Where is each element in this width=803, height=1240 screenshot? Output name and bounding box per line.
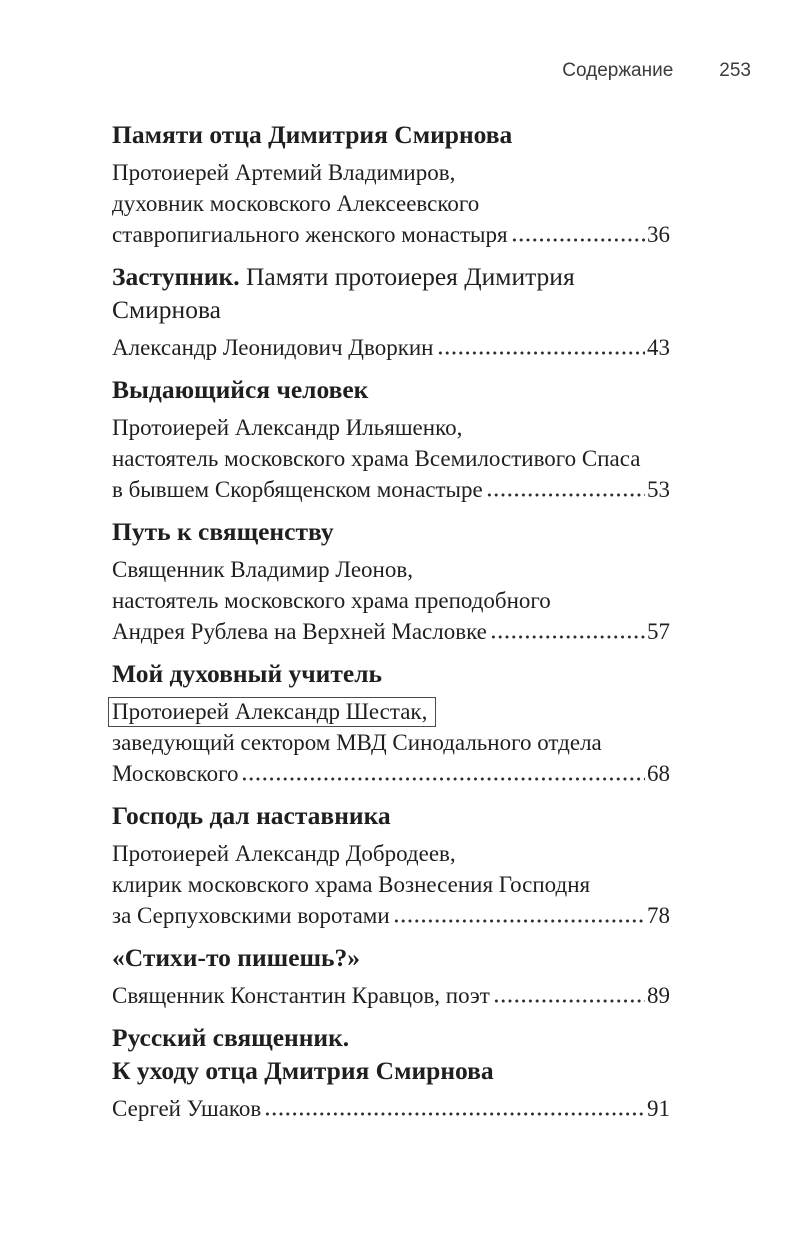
toc-entry-last-text: Московского: [112, 761, 239, 786]
toc-entry-line: Протоиерей Александр Добродеев,: [112, 841, 456, 866]
toc-entry-title: [112, 1021, 670, 1087]
toc-entry-title-bold: Мой духовный учитель: [112, 659, 382, 688]
toc-entry-title-line: [112, 1021, 670, 1054]
toc-entry-page-number: 36: [647, 222, 670, 247]
toc-entry-title: [112, 118, 670, 151]
toc-entry-page-number: 68: [647, 761, 670, 786]
toc-entry[interactable]: [112, 799, 670, 931]
toc-entry-line: настоятель московского храма Всемилостивого Спаса: [112, 446, 641, 471]
toc-entry-title-line: [112, 941, 670, 974]
focused-line-box[interactable]: Протоиерей Александр Шестак,: [108, 697, 436, 727]
toc-entry-title-bold: Господь дал наставника: [112, 801, 391, 830]
toc-entry-last-text: ставропигиального женского монастыря: [112, 222, 508, 247]
toc-entry-page-number: 78: [647, 903, 670, 928]
toc-entry-title: [112, 515, 670, 548]
toc-entry-body: [112, 554, 670, 616]
toc-entry-line: Протоиерей Артемий Владимиров,: [112, 160, 456, 185]
toc-entry-body: [112, 157, 670, 219]
toc-entry-line: заведующий сектором МВД Синодального отдела: [112, 730, 602, 755]
toc-entry-line: настоятель московского храма преподобного: [112, 588, 551, 613]
toc-entry-title-regular: Смирнова: [112, 295, 221, 324]
toc-entry-title-line: [112, 515, 670, 548]
toc-entry-last-line: [112, 474, 670, 505]
toc-entry-title-line: [112, 1054, 670, 1087]
toc-entry-line: Священник Владимир Леонов,: [112, 557, 413, 582]
toc-entry-last-line: [112, 332, 670, 363]
toc-entry-last-line: [112, 616, 670, 647]
toc-entry-title-regular: Памяти протоиерея Димитрия: [239, 262, 575, 291]
toc-entry-last-text: Священник Константин Кравцов, поэт: [112, 983, 490, 1008]
toc-entry-title: [112, 657, 670, 690]
toc-entry-last-text: Александр Леонидович Дворкин: [112, 335, 434, 360]
table-of-contents: [112, 118, 670, 1124]
dot-leader: [264, 1112, 645, 1116]
toc-entry-title-bold: К уходу отца Дмитрия Смирнова: [112, 1056, 494, 1085]
dot-leader: [511, 238, 645, 242]
toc-entry-last-text: Сергей Ушаков: [112, 1096, 262, 1121]
toc-entry[interactable]: [112, 1021, 670, 1124]
toc-entry-title-bold: Заступник.: [112, 262, 240, 291]
toc-entry-last-text: в бывшем Скорбященском монастыре: [112, 477, 483, 502]
dot-leader: [486, 493, 645, 497]
toc-entry[interactable]: [112, 941, 670, 1011]
toc-entry-page-number: 43: [647, 335, 670, 360]
toc-entry-page-number: 91: [647, 1096, 670, 1121]
toc-entry[interactable]: [112, 118, 670, 250]
toc-entry-line: Протоиерей Александр Ильяшенко,: [112, 415, 463, 440]
toc-entry-title-line: [112, 118, 670, 151]
toc-entry[interactable]: [112, 515, 670, 647]
dot-leader: [490, 635, 645, 639]
toc-entry-title-line: [112, 799, 670, 832]
toc-entry[interactable]: [112, 657, 670, 789]
toc-entry-line: духовник московского Алексеевского: [112, 191, 480, 216]
page-header: [0, 0, 803, 82]
toc-entry-title-bold: Путь к священству: [112, 517, 334, 546]
toc-entry-title-bold: Выдающийся человек: [112, 375, 369, 404]
toc-entry-body: [112, 838, 670, 900]
toc-entry-title: [112, 941, 670, 974]
toc-entry-page-number: 89: [647, 983, 670, 1008]
running-header-title: Содержание: [562, 60, 674, 81]
toc-entry-title-bold: «Стихи-то пишешь?»: [112, 943, 361, 972]
dot-leader: [393, 919, 645, 923]
toc-entry-last-line: [112, 900, 670, 931]
toc-entry-title-bold: Русский священник.: [112, 1023, 350, 1052]
toc-entry-title-line: [112, 260, 670, 293]
dot-leader: [493, 999, 645, 1003]
toc-entry-body: [112, 696, 670, 758]
toc-entry-last-line: [112, 980, 670, 1011]
toc-entry-last-text: за Серпуховскими воротами: [112, 903, 390, 928]
toc-entry-last-text: Андрея Рублева на Верхней Масловке: [112, 619, 487, 644]
toc-entry[interactable]: [112, 373, 670, 505]
toc-entry-title: [112, 260, 670, 326]
toc-entry-line: клирик московского храма Вознесения Господня: [112, 872, 591, 897]
toc-entry-title: [112, 799, 670, 832]
toc-entry-title-bold: Памяти отца Димитрия Смирнова: [112, 120, 513, 149]
dot-leader: [241, 777, 645, 781]
toc-entry-page-number: 53: [647, 477, 670, 502]
toc-entry[interactable]: [112, 260, 670, 363]
toc-entry-last-line: [112, 758, 670, 789]
toc-entry-title-line: [112, 293, 670, 326]
toc-entry-title-line: [112, 657, 670, 690]
toc-entry-line: [112, 696, 670, 727]
running-header-page-number: 253: [719, 60, 751, 81]
toc-entry-last-line: [112, 219, 670, 250]
toc-entry-title: [112, 373, 670, 406]
dot-leader: [437, 351, 646, 355]
toc-entry-page-number: 57: [647, 619, 670, 644]
toc-entry-title-line: [112, 373, 670, 406]
toc-entry-body: [112, 412, 670, 474]
toc-entry-last-line: [112, 1093, 670, 1124]
